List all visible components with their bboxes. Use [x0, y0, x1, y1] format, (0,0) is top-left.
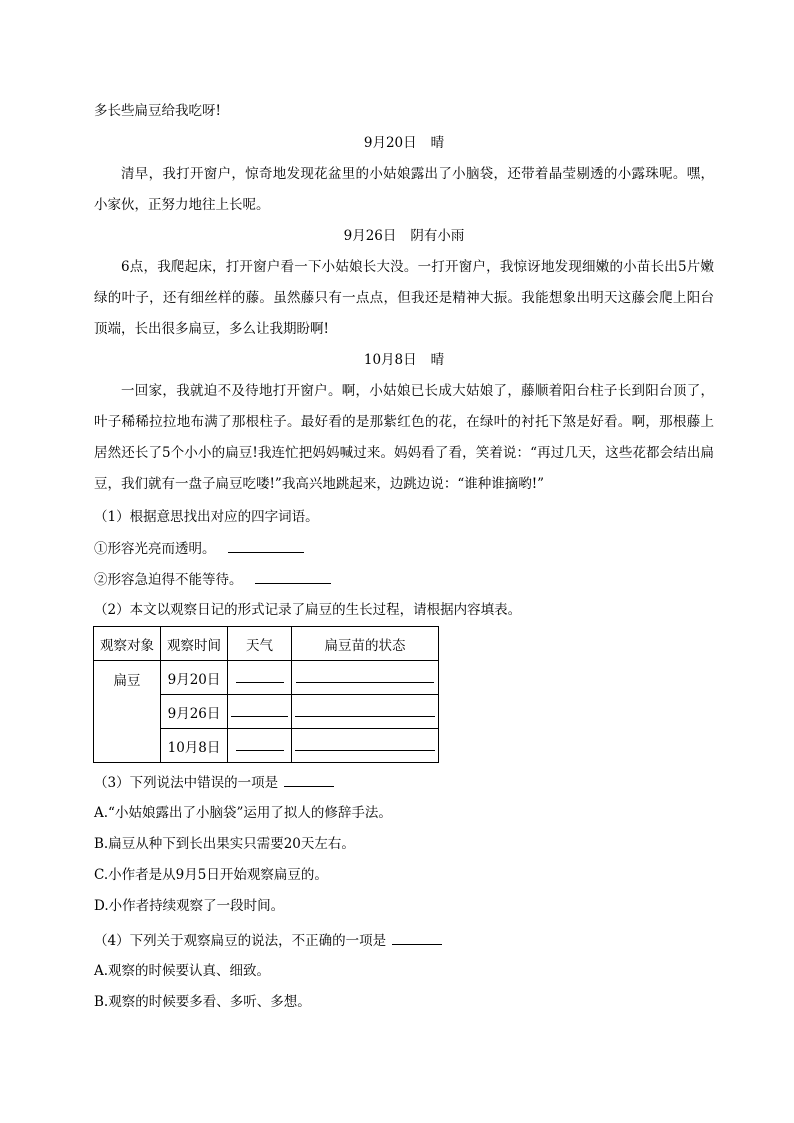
- table-header: 天气: [228, 627, 292, 661]
- question-4-stem: （4）下列关于观察扁豆的说法，不正确的一项是: [94, 930, 442, 950]
- observation-table: [93, 626, 439, 763]
- diary-weather: 阴有小雨: [410, 228, 465, 244]
- question-3-option-c: C.小作者是从9月5日开始观察扁豆的。: [94, 867, 328, 883]
- table-row: [94, 661, 439, 695]
- question-4-option-a: A.观察的时候要认真、细致。: [94, 963, 271, 979]
- answer-blank[interactable]: [284, 772, 334, 787]
- diary-entry-2: 6点，我爬起床，打开窗户看一下小姑娘长大没。一打开窗户，我惊讶地发现细嫩的小苗长出5片嫩绿的叶子，还有细丝样的藤。虽然藤只有一点点，但我还是精神大振。我能想象出明天这藤会爬上阳台顶端，长出很多扁豆，多么让我期盼啊!: [94, 259, 714, 337]
- state-cell: [292, 695, 439, 729]
- answer-blank[interactable]: [228, 538, 304, 553]
- table-date-cell: 9月20日: [161, 661, 228, 695]
- question-1-stem: （1）根据意思找出对应的四字词语。: [94, 509, 319, 525]
- question-1-item-2: ②形容急迫得不能等待。: [94, 569, 331, 589]
- diary-entry-1: 清早，我打开窗户，惊奇地发现花盆里的小姑娘露出了小脑袋，还带着晶莹剔透的小露珠呢。嘿，小家伙，正努力地往上长呢。: [94, 166, 714, 213]
- question-3-stem: （3）下列说法中错误的一项是: [94, 772, 334, 792]
- weather-cell: [228, 695, 292, 729]
- diary-heading-1: [94, 133, 714, 153]
- state-blank[interactable]: [296, 668, 434, 683]
- state-cell: [292, 661, 439, 695]
- diary-weather: 晴: [430, 352, 445, 368]
- table-header: 观察对象: [94, 627, 161, 661]
- question-3-option-a: A.“小姑娘露出了小脑袋”运用了拟人的修辞手法。: [94, 805, 392, 821]
- diary-heading-2: [94, 226, 714, 246]
- table-header: 扁豆苗的状态: [292, 627, 439, 661]
- question-4-option-b: B.观察的时候要多看、多听、多想。: [94, 994, 311, 1010]
- table-date-cell: 9月26日: [161, 695, 228, 729]
- weather-blank[interactable]: [236, 736, 284, 751]
- weather-cell: [228, 729, 292, 763]
- table-subject-cell: 扁豆: [94, 661, 161, 763]
- weather-cell: [228, 661, 292, 695]
- question-2-stem: （2）本文以观察日记的形式记录了扁豆的生长过程，请根据内容填表。: [94, 602, 522, 618]
- question-1-item-1: ①形容光亮而透明。: [94, 538, 304, 558]
- diary-heading-3: [94, 350, 714, 370]
- state-blank[interactable]: [295, 736, 435, 751]
- question-3-option-b: B.扁豆从种下到长出果实只需要20天左右。: [94, 836, 355, 852]
- table-header: 观察时间: [161, 627, 228, 661]
- answer-blank[interactable]: [255, 569, 331, 584]
- passage-continuation: 多长些扁豆给我吃呀!: [94, 103, 221, 119]
- diary-entry-3: 一回家，我就迫不及待地打开窗户。啊，小姑娘已长成大姑娘了，藤顺着阳台柱子长到阳台顶了，叶子稀稀拉拉地布满了那根柱子。最好看的是那紫红色的花，在绿叶的衬托下煞是好看。啊，那根藤上居然还长了5个小小的扁豆!我连忙把妈妈喊过来。妈妈看了看，笑着说：“再过几天，这些花都会结出扁豆，我们就有一盘子扁豆吃喽!”我高兴地跳起来，边跳边说：“谁种谁摘哟!”: [94, 383, 714, 492]
- table-date-cell: 10月8日: [161, 729, 228, 763]
- diary-weather: 晴: [430, 135, 445, 151]
- state-cell: [292, 729, 439, 763]
- answer-blank[interactable]: [392, 930, 442, 945]
- question-3-option-d: D.小作者持续观察了一段时间。: [94, 898, 285, 914]
- diary-date: 9月26日: [343, 228, 397, 244]
- weather-blank[interactable]: [231, 702, 288, 717]
- weather-blank[interactable]: [236, 668, 284, 683]
- state-blank[interactable]: [295, 702, 435, 717]
- diary-date: 9月20日: [363, 135, 417, 151]
- table-header-row: [94, 627, 439, 661]
- diary-date: 10月8日: [363, 352, 417, 368]
